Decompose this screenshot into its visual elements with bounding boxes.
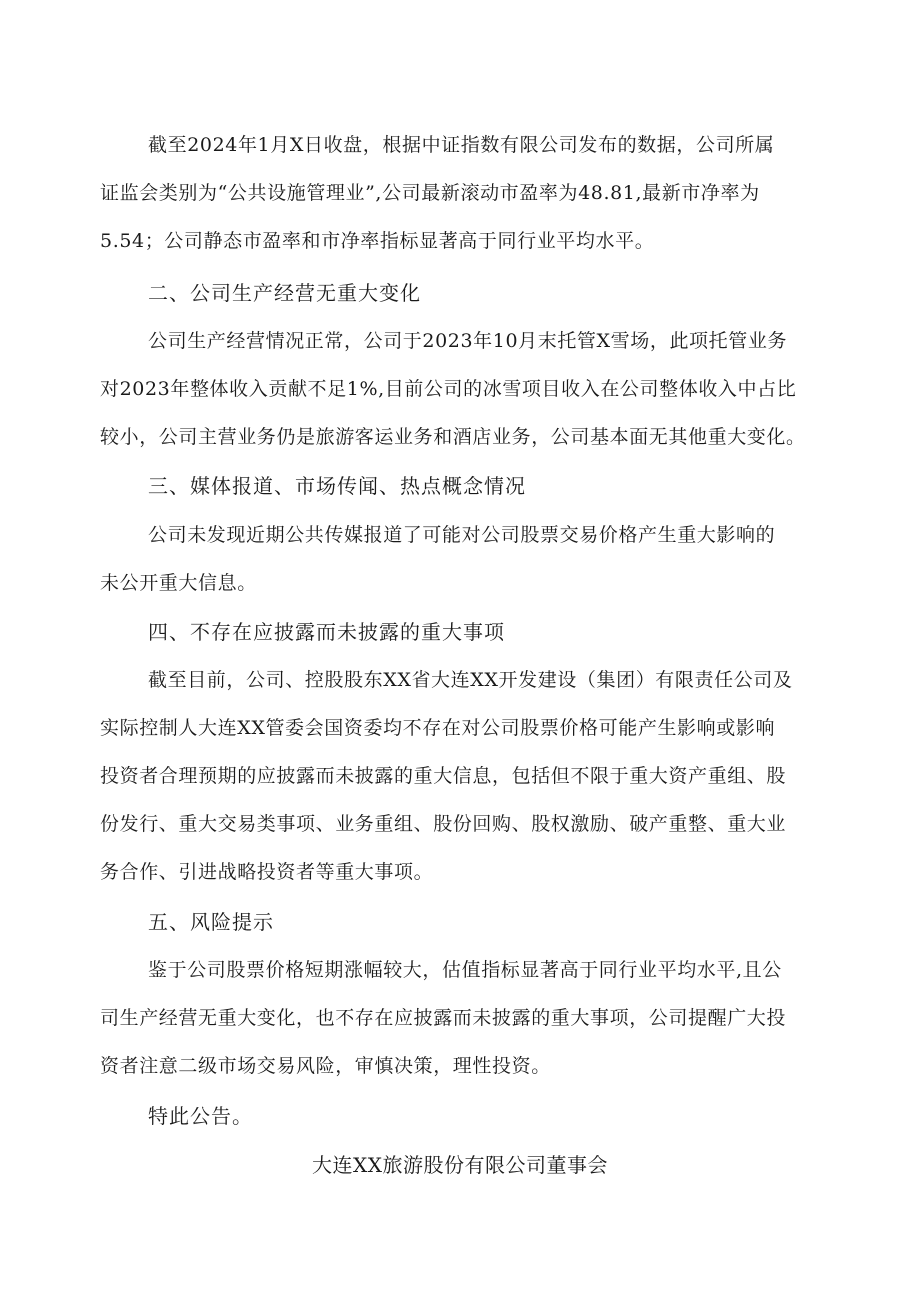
paragraph-disclosure	[100, 656, 835, 896]
paragraph-media	[100, 511, 835, 607]
paragraph-operations	[100, 317, 835, 461]
paragraph-risk	[100, 946, 835, 1090]
paragraph-line: 投资者合理预期的应披露而未披露的重大信息，包括但不限于重大资产重组、股	[100, 765, 787, 787]
paragraph-line: 5.54；公司静态市盈率和市净率指标显著高于同行业平均水平。	[100, 230, 655, 252]
signature: 大连XX旅游股份有限公司董事会	[312, 1153, 608, 1177]
paragraph-line: 鉴于公司股票价格短期涨幅较大，估值指标显著高于同行业平均水平,且公	[148, 959, 782, 981]
paragraph-line: 截至2024年1月X日收盘，根据中证指数有限公司发布的数据，公司所属	[148, 134, 775, 156]
paragraph-line: 份发行、重大交易类事项、业务重组、股份回购、股权激励、破产重整、重大业	[100, 813, 787, 835]
paragraph-line: 证监会类别为“公共设施管理业”,公司最新滚动市盈率为48.81,最新市净率为	[100, 182, 760, 204]
paragraph-line: 公司生产经营情况正常，公司于2023年10月末托管X雪场，此项托管业务	[148, 330, 788, 352]
section-heading-2: 二、公司生产经营无重大变化	[148, 281, 421, 305]
paragraph-line: 对2023年整体收入贡献不足1%,目前公司的冰雪项目收入在公司整体收入中占比	[100, 378, 797, 400]
paragraph-line: 司生产经营无重大变化，也不存在应披露而未披露的重大事项，公司提醒广大投	[100, 1007, 787, 1029]
paragraph-line: 未公开重大信息。	[100, 572, 257, 594]
section-heading-4: 四、不存在应披露而未披露的重大事项	[148, 620, 505, 644]
paragraph-line: 实际控制人大连XX管委会国资委均不存在对公司股票价格可能产生影响或影响	[100, 717, 776, 739]
section-heading-3: 三、媒体报道、市场传闻、热点概念情况	[148, 474, 526, 498]
paragraph-line: 截至目前，公司、控股股东XX省大连XX开发建设（集团）有限责任公司及	[148, 669, 793, 691]
paragraph-line: 资者注意二级市场交易风险，审慎决策，理性投资。	[100, 1055, 551, 1077]
paragraph-line: 公司未发现近期公共传媒报道了可能对公司股票交易价格产生重大影响的	[148, 524, 776, 546]
paragraph-line: 务合作、引进战略投资者等重大事项。	[100, 861, 434, 883]
paragraph-line: 较小，公司主营业务仍是旅游客运业务和酒店业务，公司基本面无其他重大变化。	[100, 426, 806, 448]
section-heading-5: 五、风险提示	[148, 910, 274, 934]
closing-text: 特此公告。	[148, 1104, 253, 1128]
paragraph-valuation	[100, 121, 835, 265]
